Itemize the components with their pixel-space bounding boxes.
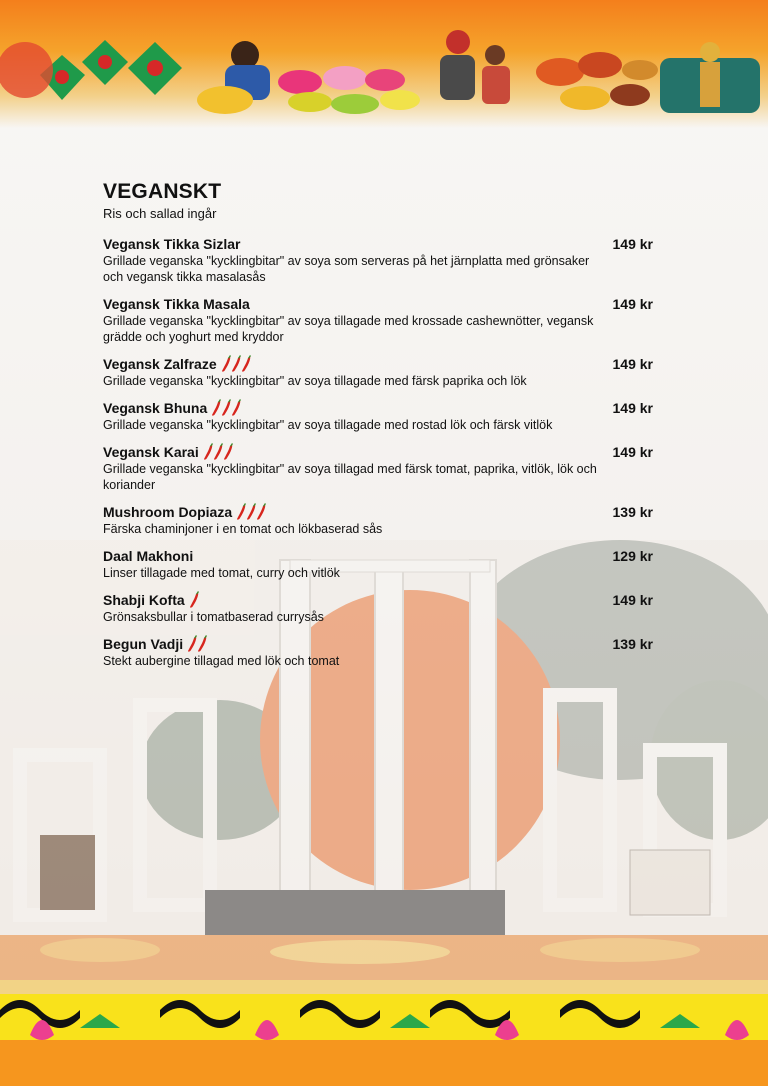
- chili-icon: [189, 591, 200, 609]
- menu-item-header: [103, 235, 663, 253]
- chili-rating: [189, 591, 199, 609]
- menu-item-name: [103, 635, 207, 653]
- menu-item-header: [103, 443, 663, 461]
- color-vendor-graphic: [197, 41, 420, 114]
- menu-item-name: [103, 591, 199, 609]
- chili-rating: [203, 443, 233, 461]
- menu-item-header: [103, 399, 663, 417]
- menu-item: [103, 399, 663, 433]
- menu-item-header: [103, 591, 663, 609]
- menu-item-description: Grillade veganska "kycklingbitar" av soya tillagade med färsk paprika och lök: [103, 374, 527, 388]
- section-title: VEGANSKT: [103, 180, 222, 203]
- menu-item-header: [103, 355, 663, 373]
- menu-item-description: Linser tillagade med tomat, curry och vitlök: [103, 566, 340, 580]
- menu-item-name-text: Vegansk Karai: [103, 444, 199, 460]
- menu-item: [103, 443, 663, 493]
- section-subtitle: Ris och sallad ingår: [103, 206, 217, 221]
- menu-item-header: [103, 295, 663, 313]
- bottom-ornament-border: [0, 980, 768, 1086]
- menu-item-name-text: Vegansk Zalfraze: [103, 356, 217, 372]
- menu-item-name: [103, 443, 233, 461]
- chili-rating: [221, 355, 251, 373]
- menu-item-price: 149 kr: [612, 356, 653, 372]
- menu-item-price: 149 kr: [612, 296, 653, 312]
- chili-icon: [256, 503, 267, 521]
- chili-rating: [187, 635, 207, 653]
- menu-content: [103, 180, 663, 679]
- spice-bowls-graphic: [536, 52, 658, 110]
- menu-item-name: [103, 548, 193, 564]
- menu-item-name: [103, 399, 241, 417]
- menu-item-price: 149 kr: [612, 236, 653, 252]
- musicians-graphic: [440, 30, 510, 104]
- menu-item: [103, 591, 663, 625]
- kite-graphic: [0, 40, 182, 100]
- menu-item-name: [103, 355, 251, 373]
- menu-item-name: [103, 503, 266, 521]
- menu-item-name-text: Shabji Kofta: [103, 592, 185, 608]
- chili-icon: [223, 443, 234, 461]
- menu-item: [103, 355, 663, 389]
- menu-item-name: [103, 296, 250, 312]
- menu-item-price: 139 kr: [612, 504, 653, 520]
- menu-item-price: 149 kr: [612, 444, 653, 460]
- menu-item: [103, 635, 663, 669]
- menu-item-name-text: Vegansk Bhuna: [103, 400, 208, 416]
- menu-item-name: [103, 236, 241, 252]
- chili-icon: [197, 635, 208, 653]
- menu-item-price: 139 kr: [612, 636, 653, 652]
- menu-item: [103, 547, 663, 581]
- menu-item-description: Stekt aubergine tillagad med lök och tomat: [103, 654, 340, 668]
- menu-item-description: Grillade veganska "kycklingbitar" av soya som serveras på het järnplatta med grönsaker och vegansk tikka masalasås: [103, 254, 590, 284]
- menu-item-name-text: Begun Vadji: [103, 636, 184, 652]
- menu-item-header: [103, 503, 663, 521]
- menu-item-header: [103, 547, 663, 565]
- chili-rating: [236, 503, 266, 521]
- menu-item-price: 129 kr: [612, 548, 653, 564]
- menu-item-name-text: Mushroom Dopiaza: [103, 504, 233, 520]
- menu-item-name-text: Daal Makhoni: [103, 548, 194, 564]
- menu-item: [103, 503, 663, 537]
- menu-item-description: Grillade veganska "kycklingbitar" av soya tillagad med färsk tomat, paprika, vitlök, lök och koriander: [103, 462, 597, 492]
- menu-items-list: [103, 235, 663, 669]
- chili-icon: [231, 399, 242, 417]
- chili-rating: [211, 399, 241, 417]
- menu-item: [103, 295, 663, 345]
- chili-icon: [241, 355, 252, 373]
- menu-item-name-text: Vegansk Tikka Masala: [103, 296, 250, 312]
- menu-item-price: 149 kr: [612, 400, 653, 416]
- menu-item-price: 149 kr: [612, 592, 653, 608]
- menu-item: [103, 235, 663, 285]
- menu-item-name-text: Vegansk Tikka Sizlar: [103, 236, 241, 252]
- menu-item-description: Grillade veganska "kycklingbitar" av soya tillagade med rostad lök och färsk vitlök: [103, 418, 553, 432]
- dancer-graphic: [660, 42, 760, 113]
- top-banner-photo: [0, 0, 768, 128]
- menu-item-description: Färska chaminjoner i en tomat och lökbaserad sås: [103, 522, 383, 536]
- menu-item-header: [103, 635, 663, 653]
- menu-item-description: Grönsaksbullar i tomatbaserad currysås: [103, 610, 324, 624]
- menu-item-description: Grillade veganska "kycklingbitar" av soya tillagade med krossade cashewnötter, vegansk grädde och yoghurt med kryddor: [103, 314, 594, 344]
